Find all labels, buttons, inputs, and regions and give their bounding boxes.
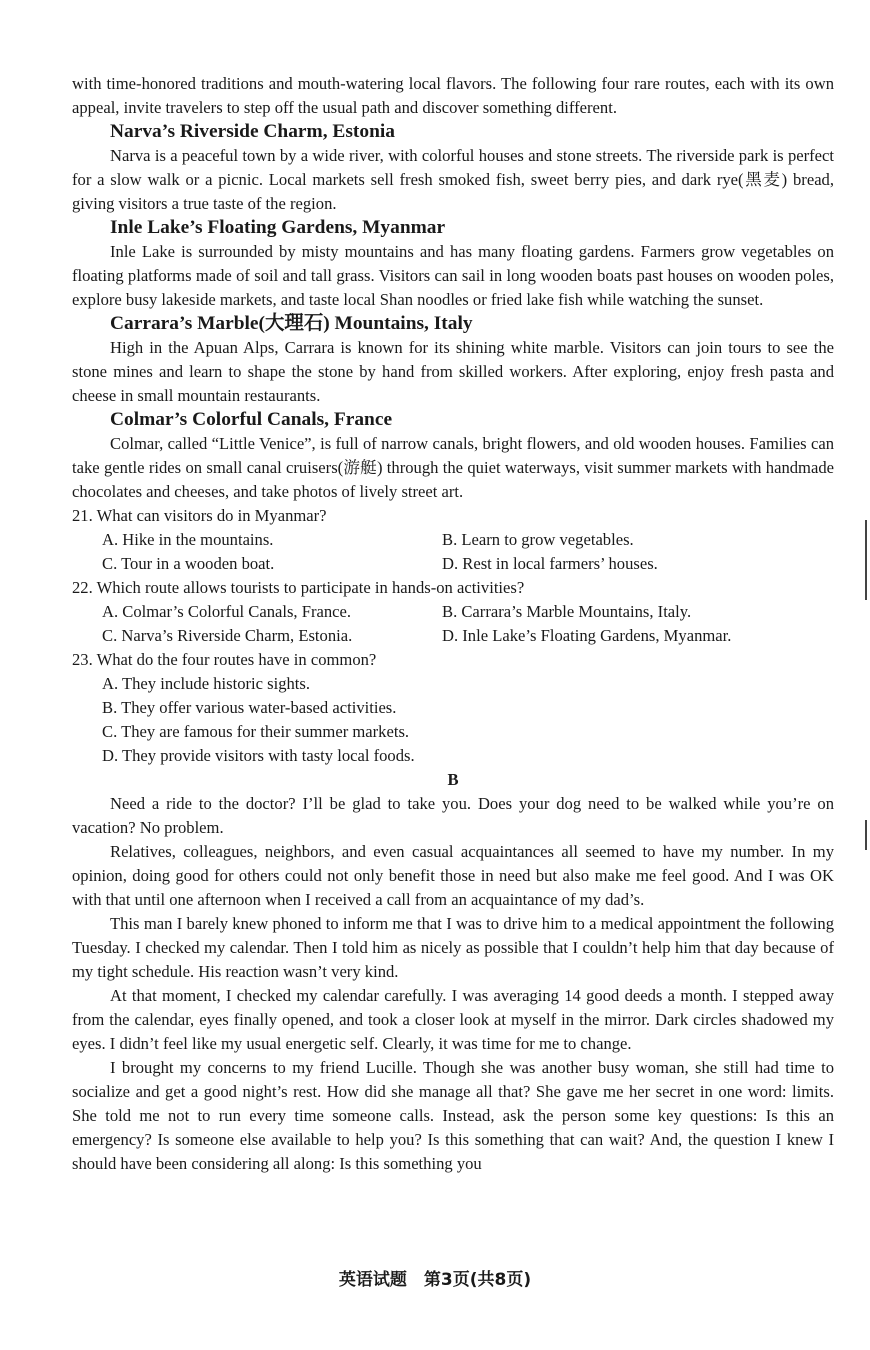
scan-edge-mark bbox=[865, 520, 867, 600]
passage-b-paragraph: I brought my concerns to my friend Lucille. Though she was another busy woman, she still had time to socialize and get a good night’s rest. How did she manage all that? She gave me her secret in one word: limits. She told me not to run every time someone calls. Instead, ask the person some key questions: Is this an emergency? Is someone else available to help you? Is this something that can wait? And, the question I knew I should have been considering all along: Is this something you bbox=[72, 1058, 834, 1173]
option-d[interactable]: D. Rest in local farmers’ houses. bbox=[442, 554, 658, 573]
section-label-b: B bbox=[447, 770, 459, 789]
route-heading-narva: Narva’s Riverside Charm, Estonia bbox=[110, 121, 395, 142]
option-a[interactable]: A. Hike in the mountains. bbox=[102, 530, 274, 549]
route-text-carrara: High in the Apuan Alps, Carrara is known for its shining white marble. Visitors can join tours to see the stone mines and learn to shape the stone by hand from skilled workers. After exploring, enjoy fresh pasta and cheese in small mountain restaurants. bbox=[72, 338, 834, 405]
option-b[interactable]: B. Learn to grow vegetables. bbox=[442, 530, 634, 549]
option-c[interactable]: C. Tour in a wooden boat. bbox=[102, 554, 275, 573]
option-b[interactable]: B. They offer various water-based activities. bbox=[102, 698, 397, 717]
question-stem: 23. What do the four routes have in common? bbox=[72, 650, 377, 669]
route-heading-carrara: Carrara’s Marble(大理石) Mountains, Italy bbox=[110, 313, 473, 334]
option-a[interactable]: A. Colmar’s Colorful Canals, France. bbox=[102, 602, 352, 621]
question-stem: 22. Which route allows tourists to participate in hands-on activities? bbox=[72, 578, 525, 597]
option-a[interactable]: A. They include historic sights. bbox=[102, 674, 311, 693]
route-text-colmar: Colmar, called “Little Venice”, is full of narrow canals, bright flowers, and old wooden houses. Families can take gentle rides on small canal cruisers(游艇) through the quiet waterways, visit summer markets with handmade chocolates and cheeses, and take photos of lively street art. bbox=[72, 434, 834, 501]
question-22 bbox=[72, 576, 834, 648]
question-stem: 21. What can visitors do in Myanmar? bbox=[72, 506, 327, 525]
option-d[interactable]: D. Inle Lake’s Floating Gardens, Myanmar. bbox=[442, 626, 732, 645]
exam-page bbox=[72, 72, 834, 1176]
route-heading-inle: Inle Lake’s Floating Gardens, Myanmar bbox=[110, 217, 446, 238]
route-text-narva: Narva is a peaceful town by a wide river, with colorful houses and stone streets. The riverside park is perfect for a slow walk or a picnic. Local markets sell fresh smoked fish, sweet berry pies, and dark rye(黑麦) bread, giving visitors a true taste of the region. bbox=[72, 146, 834, 213]
passage-b-paragraph: This man I barely knew phoned to inform me that I was to drive him to a medical appointment the following Tuesday. I checked my calendar. Then I told him as nicely as possible that I couldn’t help him that day because of my tight schedule. His reaction wasn’t very kind. bbox=[72, 914, 834, 981]
question-23 bbox=[72, 648, 834, 768]
option-b[interactable]: B. Carrara’s Marble Mountains, Italy. bbox=[442, 602, 692, 621]
option-d[interactable]: D. They provide visitors with tasty local foods. bbox=[102, 746, 415, 765]
passage-b-paragraph: Need a ride to the doctor? I’ll be glad to take you. Does your dog need to be walked while you’re on vacation? No problem. bbox=[72, 794, 834, 837]
scan-edge-mark bbox=[865, 820, 867, 850]
passage-b-paragraph: Relatives, colleagues, neighbors, and even casual acquaintances all seemed to have my number. In my opinion, doing good for others could not only benefit those in need but also make me feel good. And I was OK with that until one afternoon when I received a call from an acquaintance of my dad’s. bbox=[72, 842, 834, 909]
route-text-inle: Inle Lake is surrounded by misty mountains and has many floating gardens. Farmers grow vegetables on floating platforms made of soil and tall grass. Visitors can sail in long wooden boats past houses on wooden poles, explore busy lakeside markets, and taste local Shan noodles or fried lake fish while watching the sunset. bbox=[72, 242, 834, 309]
passage-a-intro: with time-honored traditions and mouth-watering local flavors. The following four rare routes, each with its own appeal, invite travelers to step off the usual path and discover something different. bbox=[72, 74, 834, 117]
question-21 bbox=[72, 504, 834, 576]
passage-b-paragraph: At that moment, I checked my calendar carefully. I was averaging 14 good deeds a month. I stepped away from the calendar, eyes finally opened, and took a closer look at myself in the mirror. Dark circles shadowed my eyes. I didn’t feel like my usual energetic self. Clearly, it was time for me to change. bbox=[72, 986, 834, 1053]
page-footer: 英语试题 第3页(共8页) bbox=[338, 1270, 532, 1290]
route-heading-colmar: Colmar’s Colorful Canals, France bbox=[110, 409, 393, 430]
option-c[interactable]: C. Narva’s Riverside Charm, Estonia. bbox=[102, 626, 353, 645]
option-c[interactable]: C. They are famous for their summer markets. bbox=[102, 722, 410, 741]
